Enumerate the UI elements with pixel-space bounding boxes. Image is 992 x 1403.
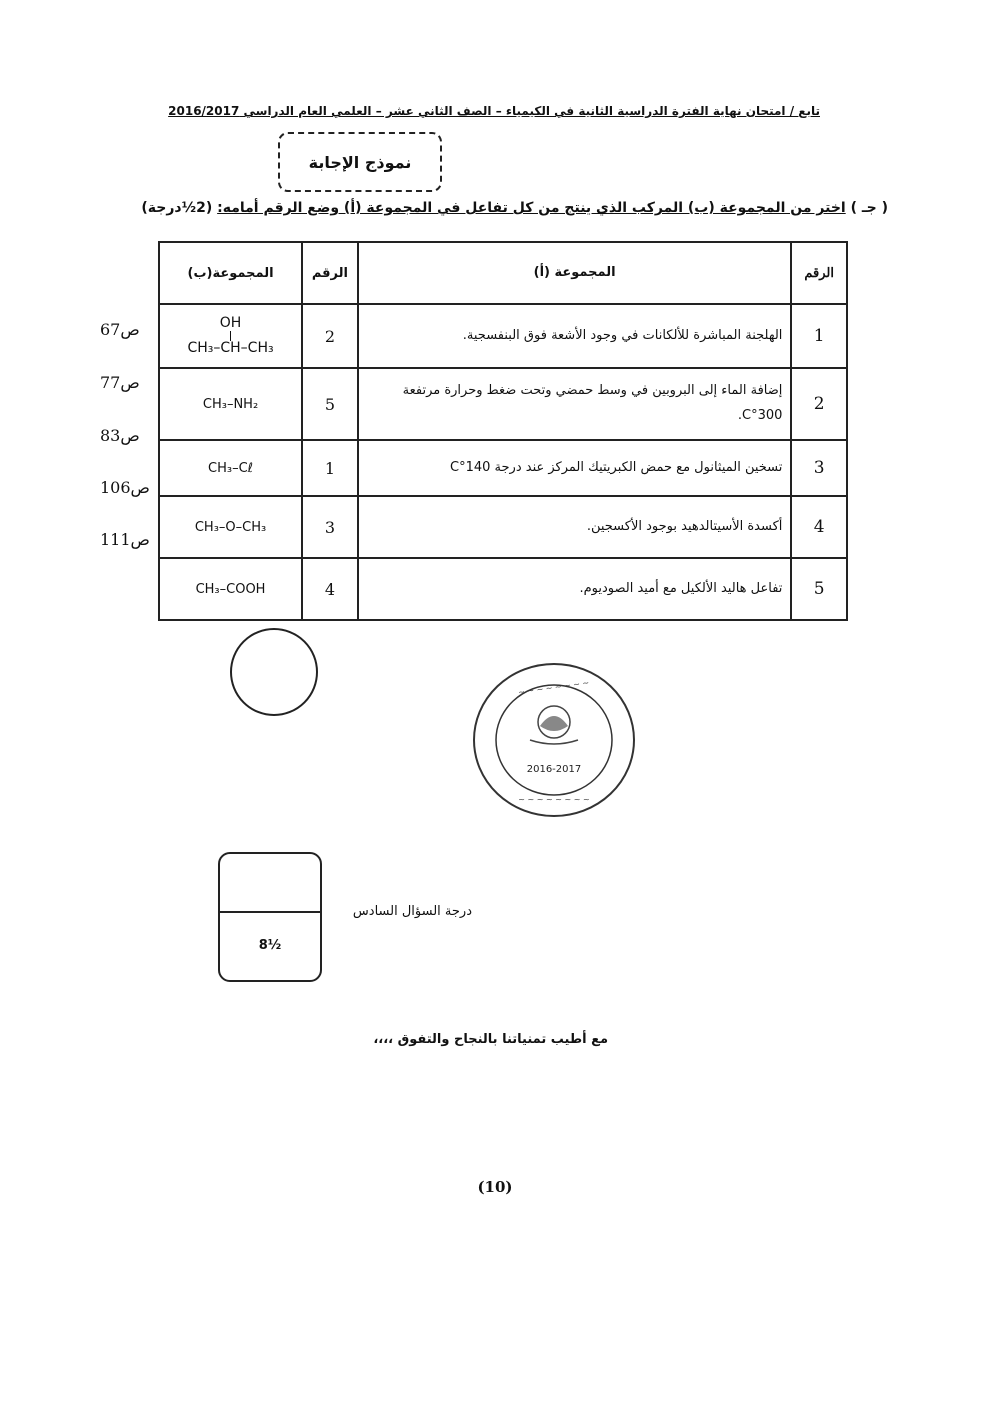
header-answer-number: الرقم	[302, 242, 358, 304]
table-row	[159, 304, 847, 368]
grade-value: 8½	[258, 938, 282, 953]
question-text: اختر من المجموعة (ب) المركب الذي ينتج من كل تفاعل في المجموعة (أ) وضع الرقم أمامه:	[217, 200, 846, 216]
question-prefix: ( جـ )	[850, 200, 888, 216]
row-answer-number: 5	[302, 368, 358, 440]
header-number: الرقم	[791, 242, 847, 304]
formula-oh-group: OH	[219, 314, 242, 331]
row-group-a: تسخين الميثانول مع حمض الكبريتيك المركز عند درجة 140°C	[358, 440, 792, 496]
row-number: 5	[791, 558, 847, 620]
row-answer-number: 4	[302, 558, 358, 620]
row-group-a: إضافة الماء إلى البروبين في وسط حمضي وتحت ضغط وحرارة مرتفعة 300°C.	[358, 368, 792, 440]
svg-text:~ ~ ~ ~ ~ ~ ~ ~: ~ ~ ~ ~ ~ ~ ~ ~	[517, 678, 590, 697]
formula-isopropanol	[187, 316, 273, 357]
page-number: (10)	[477, 1178, 513, 1196]
empty-circle	[230, 628, 318, 716]
row-group-a: الهلجنة المباشرة للألكانات في وجود الأشعة فوق البنفسجية.	[358, 304, 792, 368]
row-number: 3	[791, 440, 847, 496]
answer-model-label: نموذج الإجابة	[308, 152, 412, 172]
row-number: 2	[791, 368, 847, 440]
grade-label: درجة السؤال السادس	[352, 904, 472, 919]
page-ref: ص67	[100, 320, 140, 339]
row-group-b	[159, 304, 302, 368]
row-group-a: أكسدة الأسيتالدهيد بوجود الأكسجين.	[358, 496, 792, 558]
row-number: 1	[791, 304, 847, 368]
ministry-stamp	[470, 660, 638, 820]
row-answer-number: 1	[302, 440, 358, 496]
page-ref: ص111	[100, 530, 150, 549]
matching-table	[158, 241, 848, 621]
stamp-year: 2016-2017	[526, 764, 582, 775]
question-line	[130, 200, 888, 216]
header-group-a: المجموعة (أ)	[358, 242, 792, 304]
row-group-b: CH₃–COOH	[159, 558, 302, 620]
row-group-a: تفاعل هاليد الألكيل مع أميد الصوديوم.	[358, 558, 792, 620]
grade-box-divider	[220, 911, 320, 913]
row-group-b: CH₃–NH₂	[159, 368, 302, 440]
closing-wishes: مع أطيب تمنياتنا بالنجاح والتفوق ،،،،	[373, 1032, 608, 1047]
table-row	[159, 496, 847, 558]
row-answer-number: 2	[302, 304, 358, 368]
answer-model-box	[278, 132, 442, 192]
formula-chain: CH₃–CH–CH₃	[187, 340, 274, 356]
table-row	[159, 368, 847, 440]
row-group-b: CH₃–Cℓ	[159, 440, 302, 496]
page-ref: ص106	[100, 478, 150, 497]
page-ref: ص77	[100, 373, 140, 392]
row-answer-number: 3	[302, 496, 358, 558]
exam-header: تابع / امتحان نهاية الفترة الدراسية الثانية في الكيمياء – الصف الثاني عشر – العلمي العام الدراسي 2016/2017	[168, 104, 820, 118]
question-marks: (2½درجة)	[141, 200, 213, 216]
table-row	[159, 440, 847, 496]
grade-box	[218, 852, 322, 982]
header-group-b: المجموعة(ب)	[159, 242, 302, 304]
row-group-b: CH₃–O–CH₃	[159, 496, 302, 558]
row-number: 4	[791, 496, 847, 558]
table-header-row	[159, 242, 847, 304]
svg-text:~ ~ ~ ~ ~ ~ ~ ~: ~ ~ ~ ~ ~ ~ ~ ~	[518, 795, 590, 804]
page-ref: ص83	[100, 426, 140, 445]
table-row	[159, 558, 847, 620]
